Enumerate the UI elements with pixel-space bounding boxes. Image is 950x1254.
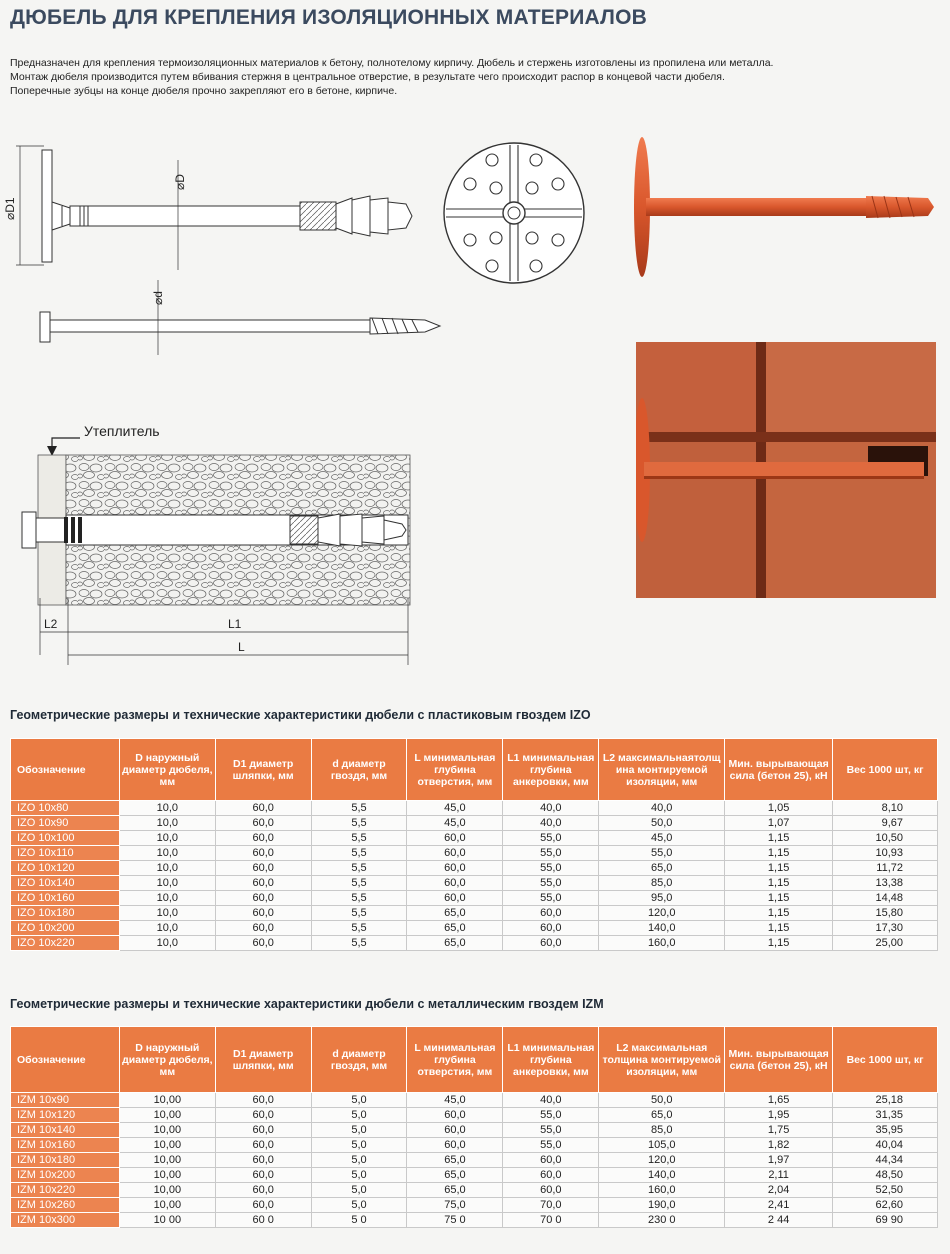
table-cell: 1,95 <box>725 1108 833 1123</box>
column-header: Мин. вырывающая сила (бетон 25), кН <box>725 739 833 801</box>
dowel-head-top-view <box>440 140 590 290</box>
table-cell: 60,0 <box>215 1123 311 1138</box>
table-cell: 60,0 <box>215 801 311 816</box>
table-cell: 10,00 <box>119 1153 215 1168</box>
table-cell: 60,0 <box>215 876 311 891</box>
table-cell: 60,0 <box>215 861 311 876</box>
insulation-label: Утеплитель <box>84 423 160 439</box>
table-cell: 55,0 <box>503 1123 599 1138</box>
table-row <box>11 891 938 906</box>
table-cell: 44,34 <box>833 1153 938 1168</box>
table-cell: 1,82 <box>725 1138 833 1153</box>
row-designation: IZM 10х140 <box>11 1123 120 1138</box>
table-cell: 13,38 <box>833 876 938 891</box>
table-cell: 60,0 <box>503 921 599 936</box>
table-cell: 1,15 <box>725 831 833 846</box>
table-cell: 5,5 <box>311 831 407 846</box>
table-cell: 60 0 <box>215 1213 311 1228</box>
table-cell: 2,04 <box>725 1183 833 1198</box>
table-cell: 60,0 <box>215 921 311 936</box>
table-cell: 10 00 <box>119 1213 215 1228</box>
table-row <box>11 1198 938 1213</box>
table-cell: 5,5 <box>311 846 407 861</box>
column-header: L2 максимальнаятолщ ина монтируемой изоляции, мм <box>599 739 725 801</box>
table-row <box>11 831 938 846</box>
column-header: D наружный диаметр дюбеля, мм <box>119 1027 215 1093</box>
row-designation: IZM 10х160 <box>11 1138 120 1153</box>
table-cell: 15,80 <box>833 906 938 921</box>
table-cell: 65,0 <box>407 906 503 921</box>
table-cell: 5,0 <box>311 1093 407 1108</box>
table-cell: 5,5 <box>311 861 407 876</box>
table-cell: 5,0 <box>311 1153 407 1168</box>
izo-table-body <box>11 801 938 951</box>
izm-table-title: Геометрические размеры и технические характеристики дюбели с металлическим гвоздем IZM <box>10 997 604 1011</box>
table-cell: 45,0 <box>599 831 725 846</box>
table-cell: 10,00 <box>119 1108 215 1123</box>
table-cell: 60,0 <box>503 1153 599 1168</box>
table-cell: 60,0 <box>407 861 503 876</box>
column-header: Обозначение <box>11 1027 120 1093</box>
description <box>10 56 880 98</box>
dim-d-small-label: ⌀d <box>151 291 165 305</box>
table-cell: 5,5 <box>311 891 407 906</box>
description-line: Монтаж дюбеля производится путем вбивания стержня в центральное отверстие, в результате чего происходит распор в концевой части дюбеля. <box>10 71 725 83</box>
table-cell: 40,0 <box>599 801 725 816</box>
table-cell: 10,00 <box>119 1138 215 1153</box>
table-cell: 60,0 <box>407 891 503 906</box>
table-cell: 50,0 <box>599 1093 725 1108</box>
table-cell: 48,50 <box>833 1168 938 1183</box>
column-header: D наружный диаметр дюбеля, мм <box>119 739 215 801</box>
table-row <box>11 816 938 831</box>
table-cell: 5,0 <box>311 1138 407 1153</box>
column-header: D1 диаметр шляпки, мм <box>215 739 311 801</box>
table-row <box>11 1108 938 1123</box>
table-row <box>11 801 938 816</box>
table-row <box>11 1183 938 1198</box>
column-header: Обозначение <box>11 739 120 801</box>
dim-l1-label: L1 <box>228 617 242 631</box>
table-cell: 5,0 <box>311 1123 407 1138</box>
table-cell: 10,0 <box>119 846 215 861</box>
table-cell: 10,50 <box>833 831 938 846</box>
table-cell: 10,0 <box>119 906 215 921</box>
table-cell: 55,0 <box>503 831 599 846</box>
table-cell: 45,0 <box>407 801 503 816</box>
table-cell: 140,0 <box>599 921 725 936</box>
table-cell: 65,0 <box>407 1168 503 1183</box>
table-cell: 60,0 <box>503 1168 599 1183</box>
table-cell: 105,0 <box>599 1138 725 1153</box>
table-cell: 10,00 <box>119 1198 215 1213</box>
table-cell: 8,10 <box>833 801 938 816</box>
column-header: L минимальная глубина отверстия, мм <box>407 739 503 801</box>
table-cell: 60,0 <box>407 1123 503 1138</box>
table-cell: 55,0 <box>599 846 725 861</box>
table-row <box>11 1093 938 1108</box>
table-cell: 11,72 <box>833 861 938 876</box>
table-cell: 1,15 <box>725 906 833 921</box>
table-header-row <box>11 1027 938 1093</box>
izo-spec-table <box>10 738 938 951</box>
table-cell: 52,50 <box>833 1183 938 1198</box>
installation-photo <box>636 342 936 598</box>
insulation-section <box>22 438 410 665</box>
table-cell: 60,0 <box>215 891 311 906</box>
table-cell: 17,30 <box>833 921 938 936</box>
column-header: L минимальная глубина отверстия, мм <box>407 1027 503 1093</box>
table-cell: 85,0 <box>599 1123 725 1138</box>
row-designation: IZM 10х180 <box>11 1153 120 1168</box>
table-cell: 31,35 <box>833 1108 938 1123</box>
table-row <box>11 1168 938 1183</box>
izm-table-body <box>11 1093 938 1228</box>
table-cell: 10,0 <box>119 801 215 816</box>
table-cell: 1,05 <box>725 801 833 816</box>
table-cell: 75,0 <box>407 1198 503 1213</box>
table-cell: 1,75 <box>725 1123 833 1138</box>
dim-l-label: L <box>238 640 245 654</box>
table-cell: 5,0 <box>311 1168 407 1183</box>
table-cell: 60,0 <box>215 831 311 846</box>
table-cell: 60,0 <box>215 936 311 951</box>
table-cell: 5,0 <box>311 1198 407 1213</box>
dowel-product-photo <box>628 132 938 282</box>
table-cell: 60,0 <box>215 846 311 861</box>
table-cell: 60,0 <box>407 876 503 891</box>
table-row <box>11 846 938 861</box>
table-cell: 60,0 <box>215 906 311 921</box>
table-cell: 160,0 <box>599 936 725 951</box>
table-cell: 55,0 <box>503 891 599 906</box>
column-header: Вес 1000 шт, кг <box>833 1027 938 1093</box>
table-cell: 45,0 <box>407 816 503 831</box>
table-cell: 10,93 <box>833 846 938 861</box>
table-cell: 5,5 <box>311 816 407 831</box>
row-designation: IZO 10х160 <box>11 891 120 906</box>
row-designation: IZO 10х200 <box>11 921 120 936</box>
table-row <box>11 936 938 951</box>
table-row <box>11 1138 938 1153</box>
table-cell: 10,0 <box>119 891 215 906</box>
row-designation: IZM 10х300 <box>11 1213 120 1228</box>
table-cell: 1,15 <box>725 891 833 906</box>
table-cell: 60,0 <box>215 1093 311 1108</box>
row-designation: IZM 10х200 <box>11 1168 120 1183</box>
table-cell: 1,15 <box>725 861 833 876</box>
table-cell: 40,0 <box>503 1093 599 1108</box>
row-designation: IZO 10х80 <box>11 801 120 816</box>
table-cell: 40,0 <box>503 801 599 816</box>
table-cell: 1,15 <box>725 936 833 951</box>
column-header: Вес 1000 шт, кг <box>833 739 938 801</box>
izm-spec-table <box>10 1026 938 1228</box>
table-cell: 10,0 <box>119 831 215 846</box>
table-cell: 60,0 <box>215 1153 311 1168</box>
table-cell: 60,0 <box>503 906 599 921</box>
table-cell: 65,0 <box>599 1108 725 1123</box>
table-cell: 2 44 <box>725 1213 833 1228</box>
table-row <box>11 906 938 921</box>
table-cell: 10,0 <box>119 816 215 831</box>
table-row <box>11 1153 938 1168</box>
row-designation: IZO 10х90 <box>11 816 120 831</box>
table-cell: 1,15 <box>725 846 833 861</box>
table-cell: 60,0 <box>215 1183 311 1198</box>
table-cell: 65,0 <box>407 1153 503 1168</box>
table-cell: 10,0 <box>119 876 215 891</box>
table-cell: 25,00 <box>833 936 938 951</box>
table-cell: 10,0 <box>119 861 215 876</box>
table-cell: 120,0 <box>599 1153 725 1168</box>
page-title: ДЮБЕЛЬ ДЛЯ КРЕПЛЕНИЯ ИЗОЛЯЦИОННЫХ МАТЕРИАЛОВ <box>10 6 647 29</box>
table-cell: 2,11 <box>725 1168 833 1183</box>
table-cell: 1,07 <box>725 816 833 831</box>
table-cell: 2,41 <box>725 1198 833 1213</box>
table-cell: 5,5 <box>311 906 407 921</box>
table-cell: 65,0 <box>407 1183 503 1198</box>
row-designation: IZM 10х260 <box>11 1198 120 1213</box>
column-header: L2 максимальная толщина монтируемой изоляции, мм <box>599 1027 725 1093</box>
nail-drawing <box>40 280 440 355</box>
description-line: Поперечные зубцы на конце дюбеля прочно закрепляют его в бетоне, кирпиче. <box>10 85 398 97</box>
table-row <box>11 921 938 936</box>
table-cell: 69 90 <box>833 1213 938 1228</box>
table-cell: 60,0 <box>407 846 503 861</box>
table-cell: 1,65 <box>725 1093 833 1108</box>
table-cell: 5,5 <box>311 936 407 951</box>
table-cell: 140,0 <box>599 1168 725 1183</box>
table-cell: 55,0 <box>503 1138 599 1153</box>
table-header-row <box>11 739 938 801</box>
row-designation: IZO 10х140 <box>11 876 120 891</box>
column-header: d диаметр гвоздя, мм <box>311 739 407 801</box>
table-cell: 190,0 <box>599 1198 725 1213</box>
table-cell: 5 0 <box>311 1213 407 1228</box>
column-header: D1 диаметр шляпки, мм <box>215 1027 311 1093</box>
table-cell: 65,0 <box>599 861 725 876</box>
table-cell: 40,04 <box>833 1138 938 1153</box>
table-cell: 62,60 <box>833 1198 938 1213</box>
table-cell: 160,0 <box>599 1183 725 1198</box>
row-designation: IZM 10х90 <box>11 1093 120 1108</box>
table-cell: 40,0 <box>503 816 599 831</box>
table-cell: 65,0 <box>407 921 503 936</box>
table-cell: 55,0 <box>503 846 599 861</box>
dowel-side-view <box>16 146 412 270</box>
table-cell: 60,0 <box>215 1108 311 1123</box>
table-cell: 5,5 <box>311 921 407 936</box>
table-cell: 55,0 <box>503 876 599 891</box>
table-cell: 25,18 <box>833 1093 938 1108</box>
table-cell: 120,0 <box>599 906 725 921</box>
table-cell: 5,5 <box>311 876 407 891</box>
table-cell: 5,5 <box>311 801 407 816</box>
table-cell: 60,0 <box>215 1168 311 1183</box>
table-row <box>11 1123 938 1138</box>
description-line: Предназначен для крепления термоизоляционных материалов к бетону, полнотелому кирпичу. Дюбель и стержень изготовлены из пропилена или металла. <box>10 57 774 69</box>
column-header: Мин. вырывающая сила (бетон 25), кН <box>725 1027 833 1093</box>
row-designation: IZO 10х180 <box>11 906 120 921</box>
table-cell: 95,0 <box>599 891 725 906</box>
row-designation: IZO 10х110 <box>11 846 120 861</box>
technical-drawing <box>0 120 460 680</box>
table-cell: 75 0 <box>407 1213 503 1228</box>
row-designation: IZO 10х220 <box>11 936 120 951</box>
column-header: L1 минимальная глубина анкеровки, мм <box>503 1027 599 1093</box>
table-cell: 10,00 <box>119 1123 215 1138</box>
table-cell: 60,0 <box>407 831 503 846</box>
dim-d1-label: ⌀D1 <box>3 197 17 220</box>
table-cell: 85,0 <box>599 876 725 891</box>
table-cell: 10,0 <box>119 936 215 951</box>
table-cell: 10,00 <box>119 1093 215 1108</box>
table-cell: 60,0 <box>215 1138 311 1153</box>
table-cell: 5,0 <box>311 1183 407 1198</box>
table-cell: 60,0 <box>215 816 311 831</box>
table-row <box>11 861 938 876</box>
table-cell: 60,0 <box>503 936 599 951</box>
table-cell: 1,97 <box>725 1153 833 1168</box>
table-cell: 60,0 <box>407 1138 503 1153</box>
column-header: L1 минимальная глубина анкеровки, мм <box>503 739 599 801</box>
table-row <box>11 1213 938 1228</box>
table-cell: 10,0 <box>119 921 215 936</box>
row-designation: IZM 10х220 <box>11 1183 120 1198</box>
dim-l2-label: L2 <box>44 617 58 631</box>
table-cell: 5,0 <box>311 1108 407 1123</box>
table-cell: 70 0 <box>503 1213 599 1228</box>
table-cell: 60,0 <box>407 1108 503 1123</box>
table-cell: 55,0 <box>503 1108 599 1123</box>
table-cell: 45,0 <box>407 1093 503 1108</box>
table-cell: 14,48 <box>833 891 938 906</box>
table-cell: 70,0 <box>503 1198 599 1213</box>
table-cell: 55,0 <box>503 861 599 876</box>
table-cell: 1,15 <box>725 876 833 891</box>
dim-d-label: ⌀D <box>173 174 187 190</box>
row-designation: IZO 10х100 <box>11 831 120 846</box>
table-cell: 10,00 <box>119 1168 215 1183</box>
table-cell: 60,0 <box>503 1183 599 1198</box>
table-cell: 65,0 <box>407 936 503 951</box>
row-designation: IZO 10х120 <box>11 861 120 876</box>
table-cell: 60,0 <box>215 1198 311 1213</box>
table-cell: 1,15 <box>725 921 833 936</box>
izo-table-title: Геометрические размеры и технические характеристики дюбели с пластиковым гвоздем IZO <box>10 708 591 722</box>
row-designation: IZM 10х120 <box>11 1108 120 1123</box>
table-cell: 230 0 <box>599 1213 725 1228</box>
table-row <box>11 876 938 891</box>
table-cell: 10,00 <box>119 1183 215 1198</box>
table-cell: 9,67 <box>833 816 938 831</box>
column-header: d диаметр гвоздя, мм <box>311 1027 407 1093</box>
table-cell: 50,0 <box>599 816 725 831</box>
table-cell: 35,95 <box>833 1123 938 1138</box>
